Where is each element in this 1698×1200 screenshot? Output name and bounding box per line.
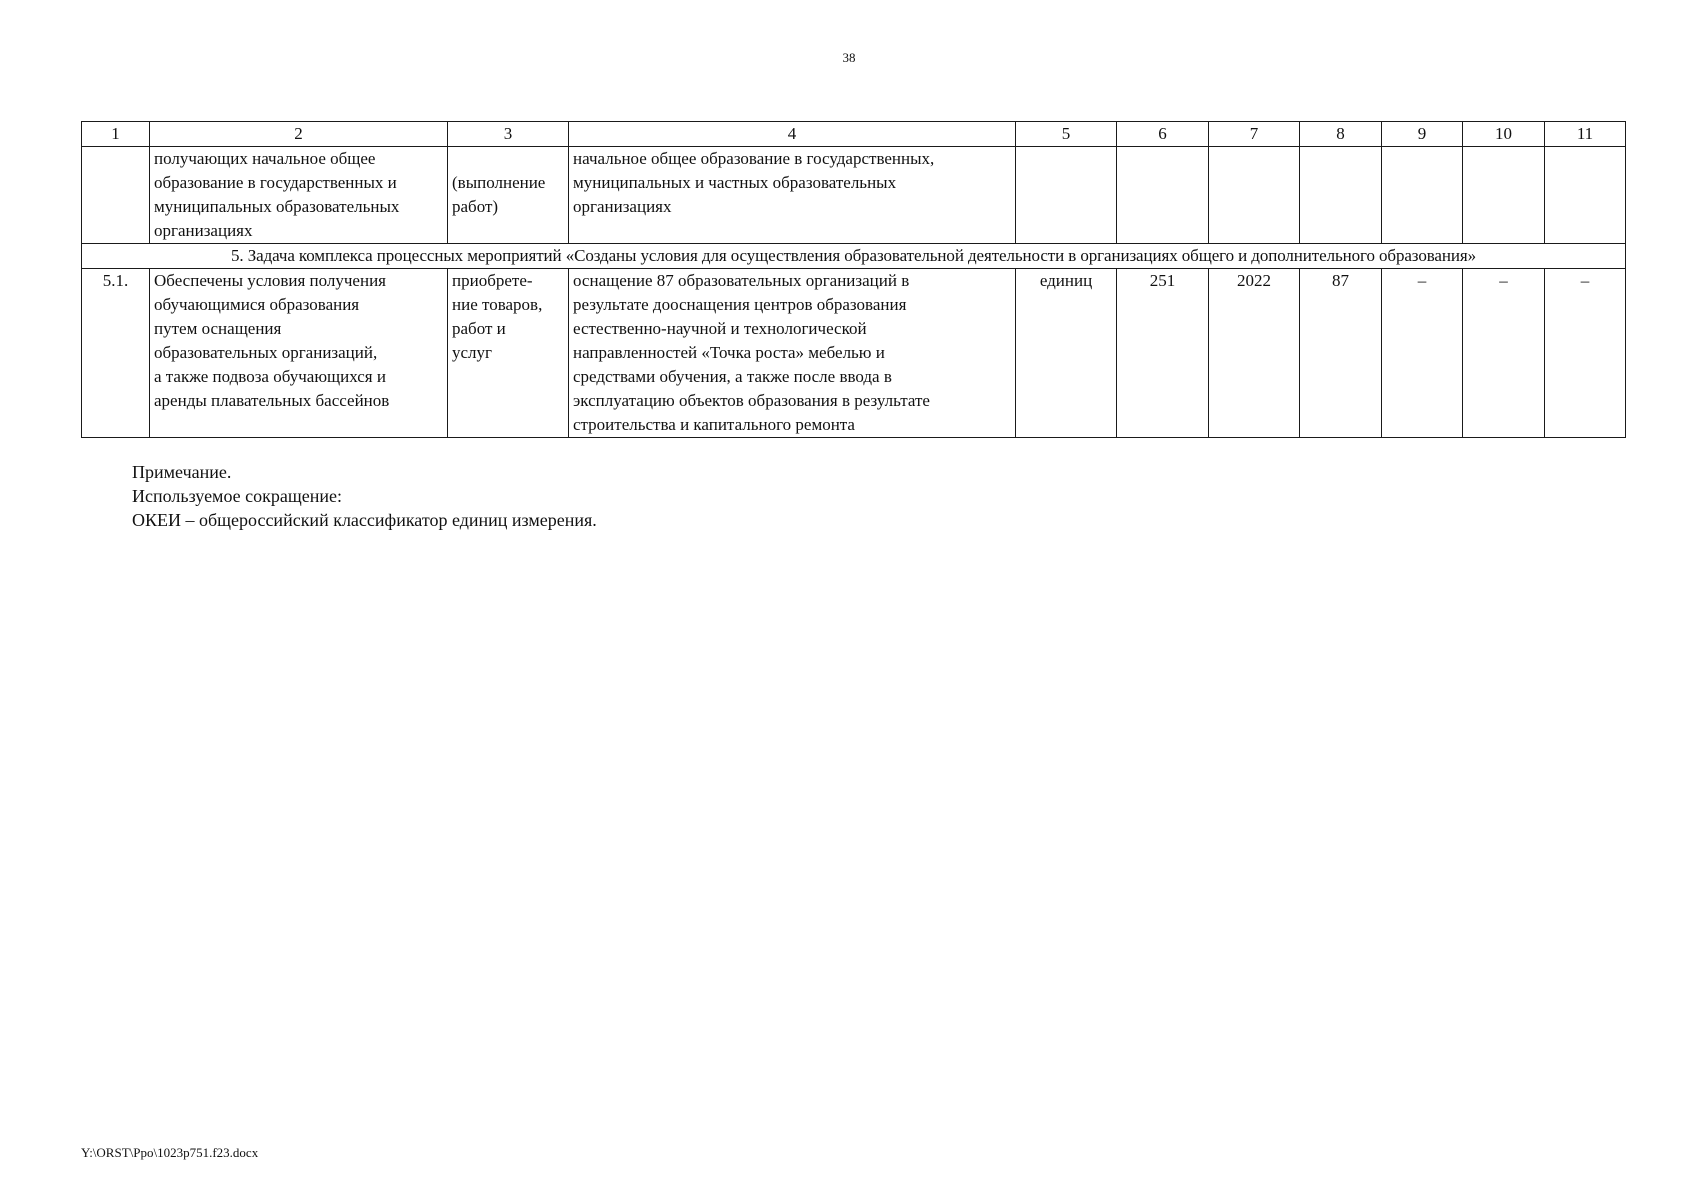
base-value-cell: 251	[1117, 269, 1209, 438]
table-cell: начальное общее образование в государственных, муниципальных и частных образовательных организациях	[569, 147, 1016, 244]
table-cell: получающих начальное общее образование в государственных и муниципальных образовательных организациях	[150, 147, 448, 244]
column-number-cell: 2	[150, 122, 448, 147]
value-cell: –	[1545, 269, 1626, 438]
column-number-cell: 5	[1016, 122, 1117, 147]
value-cell: 87	[1300, 269, 1382, 438]
result-characteristic: оснащение 87 образовательных организаций в результате дооснащения центров образования естественно-научной и технологической направленностей «Точка роста» мебелью и средствами обучения, а также после ввода в эксплуатацию объектов образования в результате строительства и капитального ремонта	[569, 269, 1016, 438]
table-cell	[1545, 147, 1626, 244]
table-cell	[1382, 147, 1463, 244]
note-abbreviation: ОКЕИ – общероссийский классификатор единиц измерения.	[132, 510, 597, 530]
column-number-cell: 11	[1545, 122, 1626, 147]
table-cell	[1016, 147, 1117, 244]
column-number-cell: 9	[1382, 122, 1463, 147]
column-number-cell: 6	[1117, 122, 1209, 147]
column-number-cell: 10	[1463, 122, 1545, 147]
table-cell: (выполнение работ)	[448, 147, 569, 244]
footer-file-path: Y:\ORST\Ppo\1023p751.f23.docx	[81, 1145, 259, 1160]
column-number-row	[82, 122, 1626, 147]
page-number: 38	[842, 50, 856, 65]
value-cell: –	[1463, 269, 1545, 438]
value-cell: –	[1382, 269, 1463, 438]
result-name: Обеспечены условия получения обучающимися образования путем оснащения образовательных организаций, а также подвоза обучающихся и аренды плавательных бассейнов	[150, 269, 448, 438]
table-cell	[1209, 147, 1300, 244]
column-number-cell: 4	[569, 122, 1016, 147]
task-heading: 5. Задача комплекса процессных мероприятий «Созданы условия для осуществления образовательной деятельности в организациях общего и дополнительного образования»	[82, 244, 1626, 269]
note-abbreviation-heading: Используемое сокращение:	[132, 486, 342, 506]
task-heading-row	[82, 244, 1626, 269]
column-number-cell: 3	[448, 122, 569, 147]
table-row	[82, 269, 1626, 438]
table-cell	[1463, 147, 1545, 244]
note-block	[132, 460, 597, 532]
indicators-table	[81, 121, 1626, 438]
base-year-cell: 2022	[1209, 269, 1300, 438]
column-number-cell: 7	[1209, 122, 1300, 147]
result-type: приобрете- ние товаров, работ и услуг	[448, 269, 569, 438]
row-number: 5.1.	[82, 269, 150, 438]
table-cell	[1300, 147, 1382, 244]
column-number-cell: 8	[1300, 122, 1382, 147]
table-cell	[1117, 147, 1209, 244]
column-number-cell: 1	[82, 122, 150, 147]
note-title: Примечание.	[132, 462, 232, 482]
unit-cell: единиц	[1016, 269, 1117, 438]
table-cell	[82, 147, 150, 244]
continued-row	[82, 147, 1626, 244]
